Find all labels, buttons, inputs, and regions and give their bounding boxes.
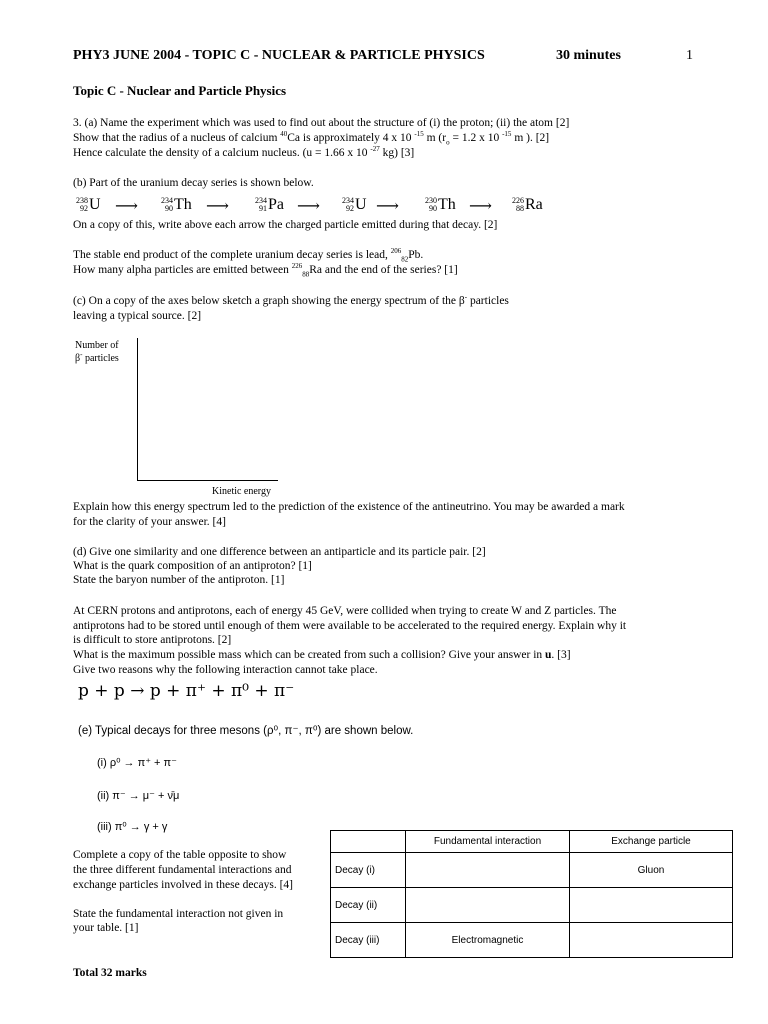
- q3d-line1: (d) Give one similarity and one difference between an antiparticle and its particle pair. [2]: [73, 546, 486, 558]
- q3b-stable: The stable end product of the complete uranium decay series is lead, $^{206}_{82}$Pb.: [73, 247, 424, 264]
- q3b-instruction: On a copy of this, write above each arrow the charged particle emitted during that decay. [2]: [73, 219, 498, 231]
- table-cell: [406, 853, 570, 888]
- nuclide-u238: 238 92 U: [76, 196, 101, 214]
- table-cell: [570, 888, 733, 923]
- nuclide-th230: 230 90 Th: [425, 196, 456, 214]
- axis-y-label-2: β- particles: [75, 350, 119, 364]
- table-row: [331, 888, 733, 923]
- q3c-explain-1: Explain how this energy spectrum led to the prediction of the existence of the antineutrino. You may be awarded a mark: [73, 501, 625, 513]
- topic-heading: Topic C - Nuclear and Particle Physics: [73, 83, 287, 98]
- decay-arrow: ⟶: [206, 198, 229, 215]
- graph-y-axis: [137, 338, 138, 480]
- table-cell: Decay (ii): [331, 888, 406, 923]
- table-row: [331, 853, 733, 888]
- complete-line2: the three different fundamental interactions and: [73, 864, 292, 876]
- table-cell: [406, 888, 570, 923]
- table-cell: [570, 923, 733, 958]
- q3d-line2: What is the quark composition of an antiproton? [1]: [73, 560, 312, 572]
- q3c-line1: (c) On a copy of the axes below sketch a graph showing the energy spectrum of the β- particles: [73, 293, 509, 307]
- q3a-line2: Show that the radius of a nucleus of calcium $^{40}$Ca is approximately 4 x 10 $^{-15}$ m ($r_o = 1.2$ x 10 $^{-15}$ m ). [2]: [73, 130, 550, 147]
- complete-line3: exchange particles involved in these decays. [4]: [73, 879, 294, 891]
- axis-y-label-1: Number of: [75, 340, 119, 351]
- cern-line3: is difficult to store antiprotons. [2]: [73, 634, 232, 646]
- axis-x-label: Kinetic energy: [212, 486, 271, 497]
- nuclide-u234: 234 92 U: [342, 196, 367, 214]
- nuclide-ra226: 226 88 Ra: [512, 196, 543, 214]
- table-header-cell: Fundamental interaction: [406, 831, 570, 853]
- table-cell: Gluon: [570, 853, 733, 888]
- total-marks: Total 32 marks: [73, 967, 147, 979]
- cern-line1: At CERN protons and antiprotons, each of energy 45 GeV, were collided when trying to create W and Z particles. The: [73, 605, 617, 617]
- decay-arrow: ⟶: [376, 198, 399, 215]
- interaction-equation: p + p → p + π⁺ + π⁰ + π⁻: [78, 681, 295, 701]
- table-header-cell: Exchange particle: [570, 831, 733, 853]
- interaction-table: [330, 830, 733, 958]
- table-cell: Decay (iii): [331, 923, 406, 958]
- q3a-line1: 3. (a) Name the experiment which was used to find out about the structure of (i) the proton; (ii) the atom [2]: [73, 117, 570, 129]
- decay-arrow: ⟶: [469, 198, 492, 215]
- table-cell: Electromagnetic: [406, 923, 570, 958]
- nuclide-th234: 234 90 Th: [161, 196, 192, 214]
- decay-iii: (iii) π⁰ → γ + γ: [97, 821, 168, 833]
- complete-line1: Complete a copy of the table opposite to show: [73, 849, 287, 861]
- nuclide-pa234: 234 91 Pa: [255, 196, 284, 214]
- time-allowed: 30 minutes: [556, 48, 621, 63]
- cern-mass-question: What is the maximum possible mass which can be created from such a collision? Give your answer in u. [3]: [73, 649, 571, 661]
- state-line2: your table. [1]: [73, 922, 139, 934]
- table-header-row: [331, 831, 733, 853]
- page-number: 1: [686, 48, 693, 63]
- q3d-line3: State the baryon number of the antiproton. [1]: [73, 574, 285, 586]
- q3b-alpha: How many alpha particles are emitted between $^{226}_{88}$Ra and the end of the series? [1]: [73, 262, 458, 279]
- q3c-explain-2: for the clarity of your answer. [4]: [73, 516, 226, 528]
- state-line1: State the fundamental interaction not given in: [73, 908, 284, 920]
- q3a-line3: Hence calculate the density of a calcium nucleus. (u = 1.66 x 10 $^{-27}$ kg) [3]: [73, 145, 415, 159]
- decay-ii: (ii) π⁻ → μ⁻ + ν̄μ: [97, 790, 180, 802]
- decay-i: (i) ρ⁰ → π⁺ + π⁻: [97, 757, 177, 769]
- graph-x-axis: [137, 480, 278, 481]
- table-row: [331, 923, 733, 958]
- q3e-intro: (e) Typical decays for three mesons (ρ⁰, π⁻, π⁰) are shown below.: [78, 725, 414, 737]
- decay-arrow: ⟶: [115, 198, 138, 215]
- cern-line2: antiprotons had to be stored until enough of them were available to be accelerated to the required energy. Explain why it: [73, 620, 627, 632]
- page-title: PHY3 JUNE 2004 - TOPIC C - NUCLEAR & PARTICLE PHYSICS: [73, 48, 485, 63]
- q3b-intro: (b) Part of the uranium decay series is shown below.: [73, 177, 314, 189]
- q3c-line2: leaving a typical source. [2]: [73, 310, 202, 322]
- table-header-cell: [331, 831, 406, 853]
- cern-reasons: Give two reasons why the following interaction cannot take place.: [73, 664, 378, 676]
- decay-arrow: ⟶: [297, 198, 320, 215]
- table-cell: Decay (i): [331, 853, 406, 888]
